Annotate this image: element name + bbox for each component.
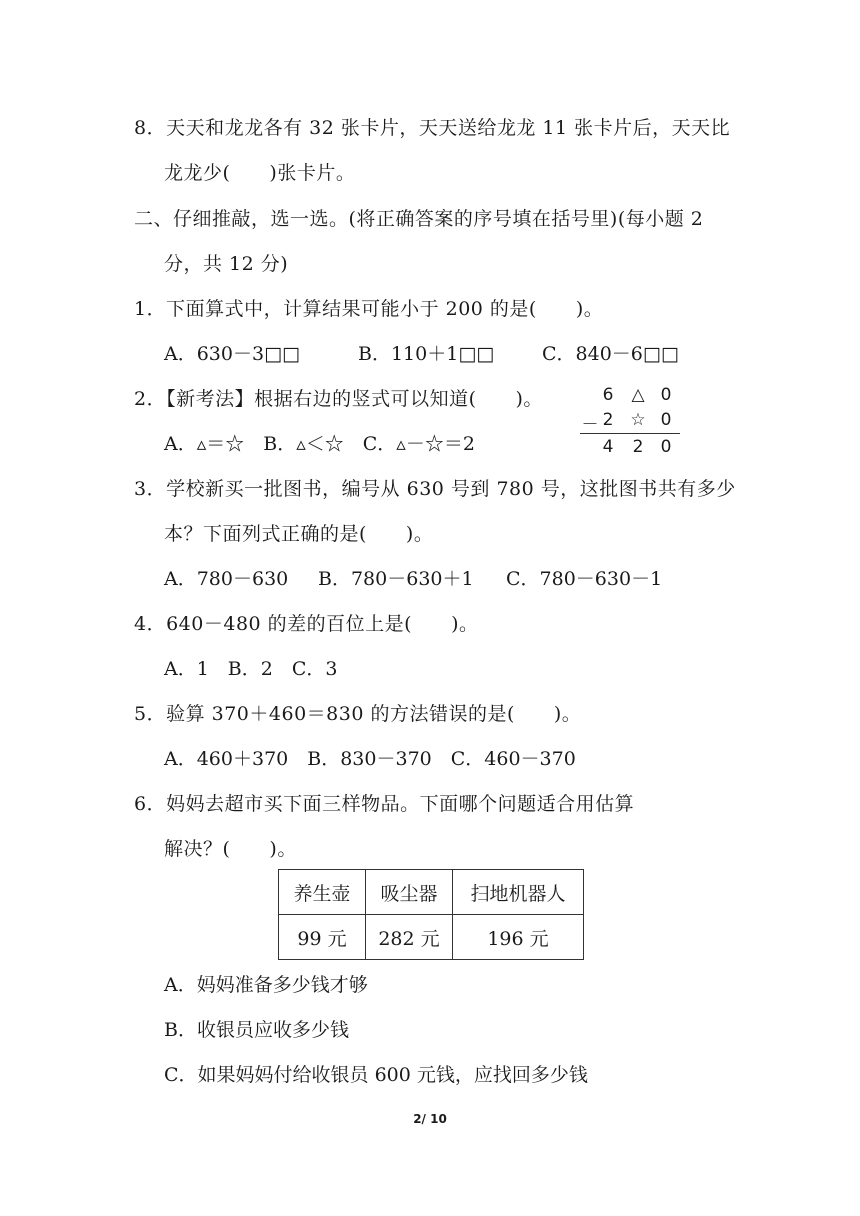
table-cell: 282 元 <box>366 915 453 960</box>
star-symbol: ☆ <box>630 410 646 430</box>
vertical-subtraction <box>578 384 682 458</box>
question-3-option-b: B．780－630＋1 <box>318 568 474 590</box>
vertical-rule <box>580 433 680 434</box>
question-6-option-b: B．收银员应收多少钱 <box>164 1019 349 1041</box>
table-row <box>279 915 584 960</box>
triangle-symbol: △ <box>631 385 645 405</box>
section-2-heading-line-1: 二、仔细推敲，选一选。(将正确答案的序号填在括号里)(每小题 2 <box>134 208 704 230</box>
question-2-text: 2．【新考法】根据右边的竖式可以知道( )。 <box>134 388 543 410</box>
question-4-text: 4．640－480 的差的百位上是( )。 <box>134 613 479 635</box>
table-cell: 196 元 <box>453 915 584 960</box>
q8-line-1: 8．天天和龙龙各有 32 张卡片，天天送给龙龙 11 张卡片后，天天比 <box>134 117 731 139</box>
question-2-options: A．▵＝☆ B．▵＜☆ C．▵－☆＝2 <box>164 433 475 455</box>
vertical-digit: 0 <box>660 385 672 405</box>
table-header-cell: 养生壶 <box>279 870 366 915</box>
vertical-digit: 6 <box>602 385 614 405</box>
question-3-option-c: C．780－630－1 <box>506 568 663 590</box>
section-2-heading-line-2: 分，共 12 分) <box>164 253 289 275</box>
question-6-line-1: 6．妈妈去超市买下面三样物品。下面哪个问题适合用估算 <box>134 793 635 815</box>
question-4-options: A．1 B．2 C．3 <box>164 658 338 680</box>
question-5-options: A．460＋370 B．830－370 C．460－370 <box>164 748 576 770</box>
question-3-line-2: 本？下面列式正确的是( )。 <box>164 523 434 545</box>
vertical-digit: 4 <box>602 437 614 457</box>
vertical-digit: 2 <box>602 410 614 430</box>
price-table <box>278 869 584 960</box>
question-1-option-c: C．840－6□□ <box>542 343 679 365</box>
table-header-cell: 吸尘器 <box>366 870 453 915</box>
vertical-digit: 0 <box>660 437 672 457</box>
question-6-option-a: A．妈妈准备多少钱才够 <box>164 974 368 996</box>
vertical-digit: 0 <box>660 410 672 430</box>
question-3-line-1: 3．学校新买一批图书，编号从 630 号到 780 号，这批图书共有多少 <box>134 478 736 500</box>
question-1-text: 1．下面算式中，计算结果可能小于 200 的是( )。 <box>134 298 604 320</box>
question-5-text: 5．验算 370＋460＝830 的方法错误的是( )。 <box>134 703 582 725</box>
page-number: 2/ 10 <box>413 1112 447 1126</box>
q8-line-2: 龙龙少( )张卡片。 <box>164 162 356 184</box>
question-1-option-b: B．110＋1□□ <box>358 343 495 365</box>
table-header-cell: 扫地机器人 <box>453 870 584 915</box>
question-1-option-a: A．630－3□□ <box>164 343 300 365</box>
minus-sign: － <box>581 415 599 435</box>
vertical-digit: 2 <box>632 437 644 457</box>
table-row <box>279 870 584 915</box>
question-6-line-2: 解决？( )。 <box>164 838 297 860</box>
question-3-option-a: A．780－630 <box>164 568 289 590</box>
question-6-option-c: C．如果妈妈付给收银员 600 元钱，应找回多少钱 <box>164 1064 588 1086</box>
table-cell: 99 元 <box>279 915 366 960</box>
